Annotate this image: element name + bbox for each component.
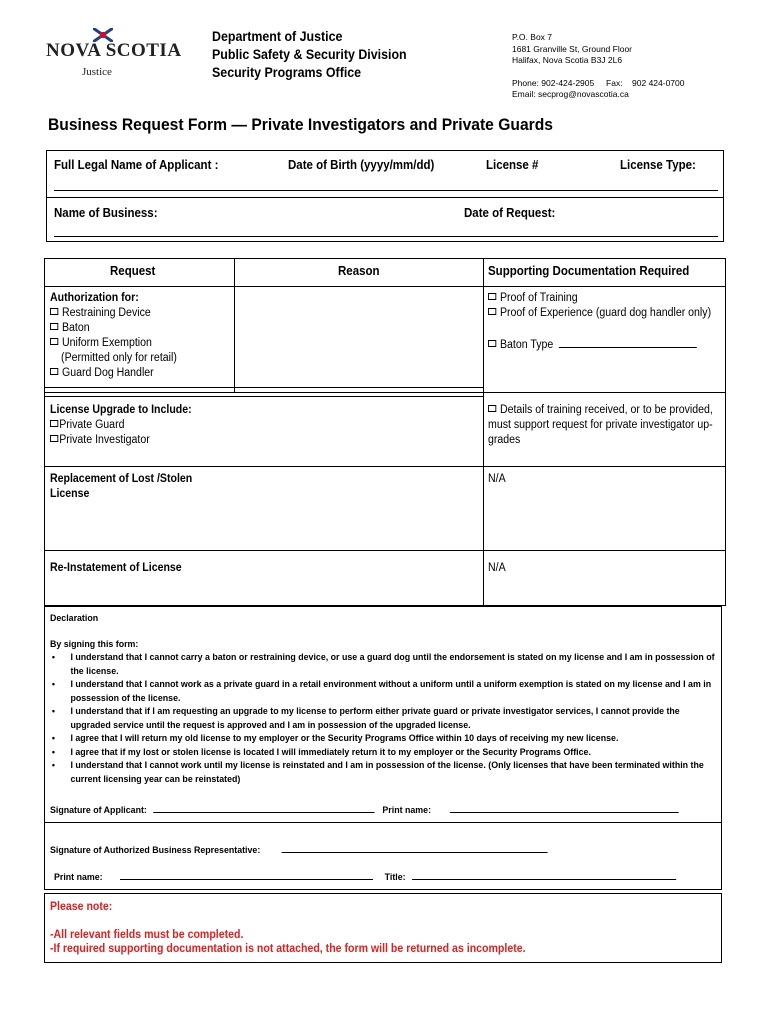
- license-type-label: License Type:: [620, 158, 696, 172]
- dob-label: Date of Birth (yyyy/mm/dd): [288, 158, 435, 172]
- option-label: Uniform Exemption: [61, 337, 152, 349]
- upgrade-title: License Upgrade to Include:: [50, 404, 192, 416]
- checkbox-icon[interactable]: [50, 323, 58, 330]
- signature-applicant-field[interactable]: [153, 802, 374, 813]
- applicant-line-field[interactable]: [54, 190, 718, 191]
- logo-subtitle: Justice: [82, 66, 112, 78]
- header-supporting-docs: Supporting Documentation Required: [488, 264, 690, 278]
- upgrade-cell: [50, 403, 192, 448]
- checkbox-icon[interactable]: [50, 338, 58, 345]
- dept-line: Public Safety & Security Division: [212, 47, 407, 62]
- checkbox-baton[interactable]: [50, 321, 177, 336]
- declaration-item: • I understand that I cannot work until my license is reinstated and I am in possession of the license. (Only licenses that have been terminated within the current licensing year can be reinstated): [70, 759, 719, 786]
- checkbox-private-investigator[interactable]: [50, 433, 192, 448]
- declaration-item: • I understand that I cannot work as a private guard in a retail environment without a uniform until a uniform exemption is stated on my license and I am in possession of the license.: [70, 678, 719, 705]
- rep-print-row: [54, 869, 676, 883]
- declaration-list: [50, 651, 720, 786]
- baton-type-field[interactable]: [559, 336, 697, 348]
- print-name-label: Print name:: [382, 805, 432, 816]
- row-divider: [44, 550, 726, 551]
- checkbox-icon[interactable]: [488, 405, 496, 412]
- authorization-docs: [488, 291, 711, 353]
- declaration-intro: By signing this form:: [50, 638, 139, 650]
- row-divider: [44, 387, 483, 388]
- dept-line: Security Programs Office: [212, 65, 362, 80]
- col-divider: [483, 258, 484, 606]
- doc-label: grades: [488, 434, 521, 446]
- note-line: -All relevant fields must be completed.: [50, 929, 244, 941]
- print-name-field-2[interactable]: [120, 869, 373, 880]
- checkbox-restraining-device[interactable]: [50, 306, 177, 321]
- checkbox-icon[interactable]: [488, 308, 496, 315]
- upgrade-docs: [488, 403, 713, 448]
- doc-label: Proof of Experience (guard dog handler only): [499, 307, 712, 319]
- dept-line: Department of Justice: [212, 29, 343, 44]
- checkbox-icon[interactable]: [50, 435, 58, 442]
- reinstatement-docs: N/A: [488, 562, 506, 574]
- declaration-title: Declaration: [50, 613, 99, 624]
- header-request: Request: [110, 264, 156, 278]
- license-number-label: License #: [486, 158, 539, 172]
- row-divider: [44, 466, 726, 467]
- option-note: (Permitted only for retail): [61, 352, 177, 364]
- checkbox-icon[interactable]: [488, 293, 496, 300]
- replacement-title: Replacement of Lost /Stolen: [50, 473, 193, 485]
- row-divider: [44, 286, 726, 287]
- print-name-label-2: Print name:: [54, 872, 103, 883]
- note-title: Please note:: [50, 901, 113, 913]
- checkbox-proof-training[interactable]: [488, 291, 711, 306]
- option-label: Guard Dog Handler: [61, 367, 154, 379]
- declaration-item: • I understand that I cannot carry a baton or restraining device, or use a guard dog until the endorsement is stated on my license and I am in possession of the license.: [70, 651, 719, 678]
- applicant-signature-row: [50, 802, 679, 816]
- checkbox-icon[interactable]: [488, 340, 496, 347]
- declaration-item: • I understand that if I am requesting an upgrade to my license to perform either private guard or private investigator services, I cannot provide the upgraded service until the request is approved and I am in possession of the upgraded license.: [70, 705, 719, 732]
- doc-label: must support request for private investigator up-: [488, 419, 713, 431]
- business-name-label: Name of Business:: [54, 206, 158, 220]
- option-label: Restraining Device: [61, 307, 151, 319]
- header-reason: Reason: [338, 264, 380, 278]
- reinstatement-title: Re-Instatement of License: [50, 562, 182, 574]
- title-field[interactable]: [412, 869, 676, 880]
- contact-line: 1681 Granville St, Ground Floor: [512, 43, 633, 54]
- row-divider: [44, 396, 483, 397]
- uniform-note: [50, 351, 177, 366]
- replacement-title: License: [50, 488, 90, 500]
- replacement-cell: [50, 472, 192, 502]
- checkbox-icon[interactable]: [50, 368, 58, 375]
- signature-rep-label: Signature of Authorized Business Representative:: [50, 845, 261, 856]
- checkbox-uniform-exemption[interactable]: [50, 336, 177, 351]
- contact-block: [512, 32, 685, 101]
- doc-label: Proof of Training: [499, 292, 578, 304]
- section-divider: [44, 822, 722, 823]
- declaration-text: [50, 612, 720, 786]
- checkbox-guard-dog-handler[interactable]: [50, 366, 177, 381]
- contact-line: P.O. Box 7: [512, 32, 553, 42]
- checkbox-private-guard[interactable]: [50, 418, 192, 433]
- note-line: -If required supporting documentation is not attached, the form will be returned as incomplete.: [50, 943, 526, 955]
- doc-label: Details of training received, or to be provided,: [499, 404, 713, 416]
- title-label: Title:: [384, 872, 406, 883]
- option-label: Baton: [61, 322, 90, 334]
- checkbox-icon[interactable]: [50, 308, 58, 315]
- checkbox-training-details[interactable]: [488, 403, 713, 418]
- print-name-field[interactable]: [450, 802, 679, 813]
- row-divider: [44, 392, 726, 393]
- authorization-cell: [50, 291, 177, 381]
- checkbox-baton-type[interactable]: [488, 336, 711, 353]
- contact-line: Halifax, Nova Scotia B3J 2L6: [512, 55, 623, 65]
- signature-rep-field[interactable]: [281, 842, 547, 853]
- option-label: Private Guard: [59, 419, 125, 431]
- phone-fax: Phone: 902-424-2905 Fax: 902 424-0700: [512, 77, 685, 88]
- declaration-item: • I agree that if my lost or stolen license is located I will immediately return it to my employer or the Security Programs Office.: [70, 746, 719, 760]
- authorization-title: Authorization for:: [50, 292, 139, 304]
- declaration-item: • I agree that I will return my old license to my employer or the Security Programs Office within 10 days of receiving my new license.: [70, 732, 719, 746]
- signature-applicant-label: Signature of Applicant:: [50, 805, 147, 816]
- rep-signature-row: [50, 842, 547, 856]
- full-name-label: Full Legal Name of Applicant :: [54, 158, 219, 172]
- checkbox-icon[interactable]: [50, 420, 58, 427]
- option-label: Private Investigator: [59, 434, 150, 446]
- checkbox-proof-experience[interactable]: [488, 306, 711, 321]
- form-title: Business Request Form — Private Investigators and Private Guards: [48, 115, 553, 134]
- box-divider: [46, 197, 724, 198]
- email: Email: secprog@novascotia.ca: [512, 89, 629, 99]
- replacement-docs: N/A: [488, 473, 506, 485]
- col-divider: [234, 258, 235, 392]
- business-line-field[interactable]: [54, 236, 718, 237]
- request-date-label: Date of Request:: [464, 206, 556, 220]
- nova-scotia-logo: NOVA SCOTIA: [46, 40, 182, 61]
- doc-label: Baton Type: [499, 339, 554, 351]
- department-block: [212, 28, 407, 82]
